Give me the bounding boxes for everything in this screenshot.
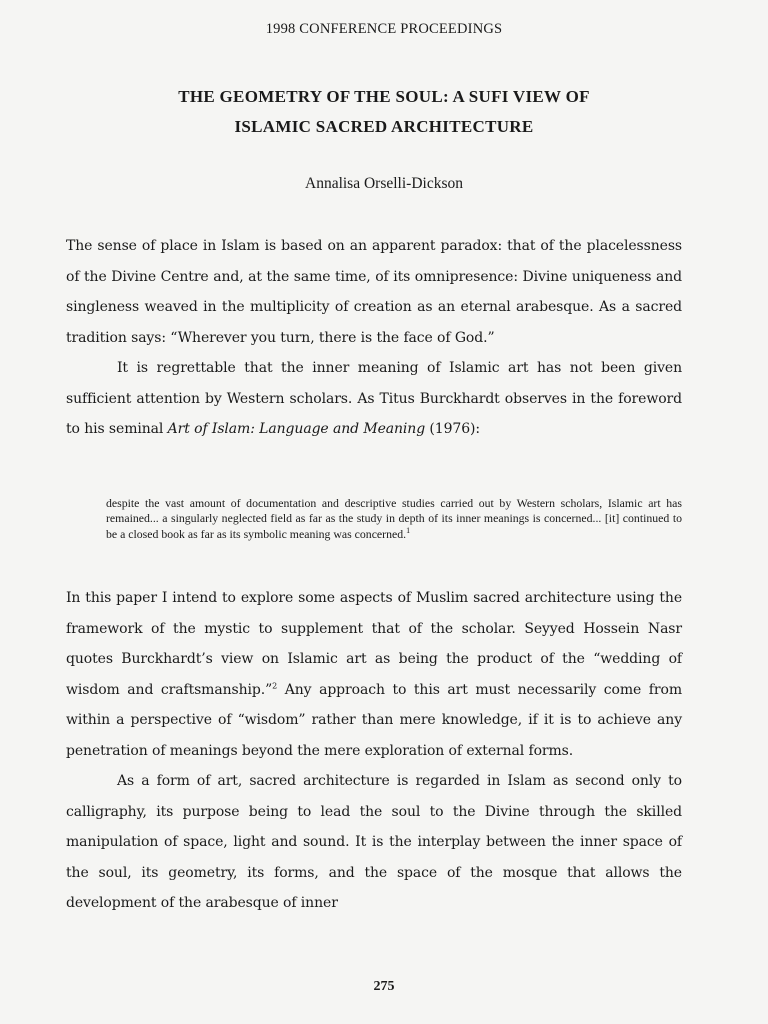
quote-text: despite the vast amount of documentation and descriptive studies carried out by Western scholars, Islamic art has remained... a singularly neglected field as far as the study in depth of its inner meanings is concerned... [it] continued to be a closed book as far as its symbolic meaning was concerned. bbox=[106, 496, 682, 541]
paragraph-4: As a form of art, sacred architecture is regarded in Islam as second only to calligraphy, its purpose being to lead the soul to the Divine through the skilled manipulation of space, light and sound. It is the interplay between the inner space of the soul, its geometry, its forms, and the space of the mosque that allows the development of the arabesque of inner bbox=[66, 773, 682, 911]
block-quote bbox=[106, 496, 682, 542]
page-number: 275 bbox=[373, 979, 395, 994]
title-line-1: THE GEOMETRY OF THE SOUL: A SUFI VIEW OF bbox=[178, 87, 590, 106]
body-text-bottom bbox=[66, 583, 682, 919]
paragraph-1: The sense of place in Islam is based on an apparent paradox: that of the placelessness of the Divine Centre and, at the same time, of its omnipresence: Divine uniqueness and singleness weaved in the multiplicity of creation as an eternal arabesque. As a sacred tradition says: “Wherever you turn, there is the face of God.” bbox=[66, 238, 682, 346]
body-text-top bbox=[66, 231, 682, 445]
paragraph-2-start: It is regrettable that the inner meaning of Islamic art has not been given sufficient attention by Western scholars. As Titus Burckhardt observes in the foreword to his seminal bbox=[66, 360, 682, 437]
paragraph-2-end: (1976): bbox=[425, 421, 480, 437]
book-title: Art of Islam: Language and Meaning bbox=[167, 421, 426, 437]
footnote-ref-1: 1 bbox=[406, 525, 411, 535]
paper-title bbox=[0, 82, 768, 142]
paragraph-3-start: In this paper I intend to explore some aspects of Muslim sacred architecture using the framework of the mystic to supplement that of the scholar. Seyyed Hossein Nasr quotes Burckhardt’s view on Islamic art as being the product of the “wedding of wisdom and craftsmanship.” bbox=[66, 590, 682, 698]
footnote-ref-2: 2 bbox=[272, 680, 278, 690]
running-header: 1998 CONFERENCE PROCEEDINGS bbox=[265, 21, 503, 37]
author-name: Annalisa Orselli-Dickson bbox=[305, 175, 463, 192]
paragraph-2 bbox=[66, 353, 682, 445]
paragraph-3-end: Any approach to this art must necessarily come from within a perspective of “wisdom” rather than mere knowledge, if it is to achieve any penetration of meanings beyond the mere exploration of external forms. bbox=[66, 681, 682, 759]
title-line-2: ISLAMIC SACRED ARCHITECTURE bbox=[234, 117, 534, 136]
paragraph-3 bbox=[66, 583, 682, 766]
